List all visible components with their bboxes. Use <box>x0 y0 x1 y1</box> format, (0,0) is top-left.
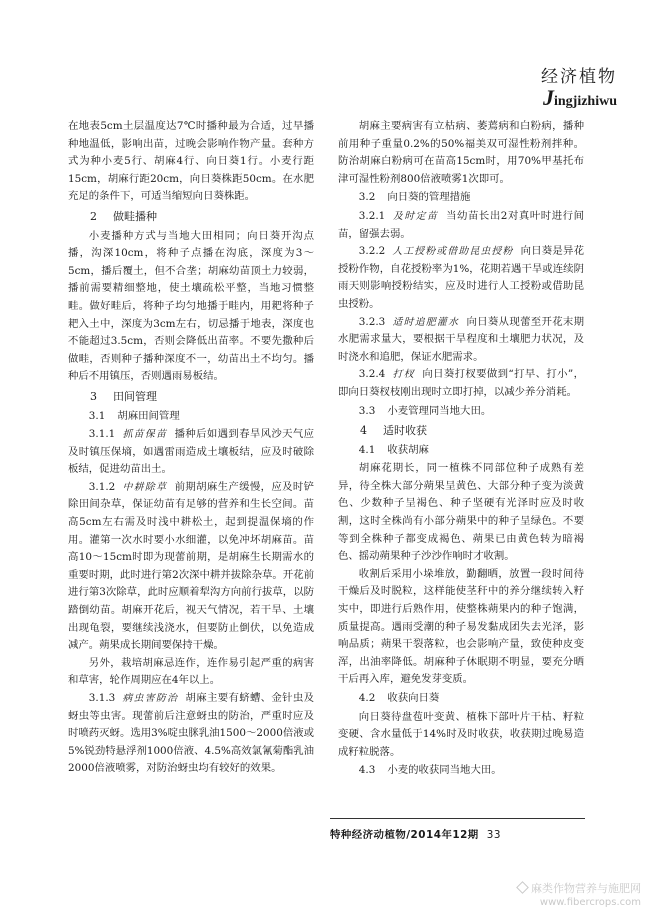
section-title: 适时收获 <box>383 424 427 438</box>
subsection-title: 收获向日葵 <box>387 692 440 704</box>
sub-title: 病虫害防治 <box>122 693 179 704</box>
subsection-title: 小麦管理同当地大田。 <box>387 404 492 417</box>
sub-title: 适时追肥灌水 <box>392 316 460 328</box>
sub-number: 3.1.1 <box>88 428 116 441</box>
paragraph: 在地表5cm土层温度达7℃时播种最为合适，过早播种地温低，影响出苗，过晚会影响作物产量。套种方式为种小麦5行、胡麻4行、向日葵1行。小麦行距15cm，胡麻行距20cm，向日葵株距50cm。在水肥充足的条件下，可适当缩短向日葵株距。 <box>68 120 314 203</box>
paragraph <box>338 208 584 243</box>
footer-rule <box>330 818 585 819</box>
subsection-heading <box>338 762 584 780</box>
paragraph <box>68 426 314 479</box>
sub-number: 3.2.2 <box>358 245 386 258</box>
section-number: 3 <box>90 389 97 403</box>
sub-title: 中耕除草 <box>122 481 168 493</box>
page-footer <box>330 826 590 841</box>
left-column <box>68 118 314 778</box>
right-column <box>338 118 584 781</box>
paragraph: 胡麻花期长，同一植株不同部位种子成熟有差异，待全株大部分蒴果呈黄色、大部分种子变为淡黄色、少数种子呈褐色、种子坚硬有光泽时应及时收割，这时全株尚有小部分蒴果中的种子呈绿色。不要等到全株种子都变成褐色、蒴果已由黄色转为暗褐色、摇动蒴果种子沙沙作响时才收割。 <box>338 462 584 563</box>
pinyin-rest: ingjizhiwu <box>553 94 617 109</box>
watermark-name <box>518 882 641 896</box>
subsection-title: 收获胡麻 <box>387 443 429 456</box>
subsection-number: 3.1 <box>88 409 106 422</box>
page-number: 33 <box>486 829 501 841</box>
paragraph <box>338 243 584 313</box>
sub-number: 3.2.3 <box>358 315 386 328</box>
paragraph <box>68 479 314 655</box>
sub-text: 向日葵打杈要做到“打早、打小”，即向日葵杈枝刚出现时立即打掉，以减少养分消耗。 <box>338 368 585 398</box>
journal-citation: 特种经济动植物/2014年12期 <box>330 829 479 841</box>
paragraph: 小麦播种方式与当地大田相同；向日葵开沟点播，沟深10cm，将种子点播在沟底，深度为3～5cm，播后覆土，但不合垄；胡麻幼苗顶土力较弱，播前需要精细整地，使土壤疏松平整，当地习惯整畦。做好畦后，将种子均匀地播于畦内，用耙将种子耙入土中，深度为3cm左右，切忌播于地表，深度也不能超过3.5cm，否则会降低出苗率。不要先撒种后做畦，否则种子播种深度不一，幼苗出土不均匀。播种后不用镇压，否则遇雨易板结。 <box>68 229 314 383</box>
sub-text: 向日葵是异花授粉作物，自花授粉率为1%，花期若遇干旱或连续阴雨天则影响授粉结实，应及时进行人工授粉或借助昆虫授粉。 <box>338 245 585 310</box>
sub-text: 前期胡麻生产缓慢，应及时铲除田间杂草，保证幼苗有足够的营养和生长空间。苗高5cm左右需及时浅中耕松土，起到提温保墒的作用。灌第一次水时要小水细灌，以免冲坏胡麻苗。苗高10～15cm时即为现蕾前期，是胡麻生长期需水的重要时期，此时进行第2次深中耕并拔除杂草。开花前进行第3次除草，此时应顺着犁沟方向前行拔草，以防踏倒幼苗。胡麻开花后，视天气情况，若干旱、土壤出现龟裂，要继续浅浇水，但要防止倒伏，以免造成减产。蒴果成长期间要保持干燥。 <box>68 480 315 652</box>
sub-text: 向日葵从现蕾至开花末期水肥需求量大，要根据干旱程度和土壤肥力状况，及时浇水和追肥，保证水肥需求。 <box>338 315 585 363</box>
section-title-cn: 经济植物 <box>541 67 617 87</box>
subsection-title: 胡麻田间管理 <box>117 409 180 422</box>
subsection-number: 4.3 <box>358 764 376 777</box>
subsection-heading <box>338 442 584 460</box>
paragraph: 向日葵待盘苞叶变黄、植株下部叶片干枯、籽粒变硬、含水量低于14%时及时收获，收获期过晚易造成籽粒脱落。 <box>338 710 584 758</box>
section-heading <box>68 388 314 406</box>
section-number: 4 <box>360 424 367 438</box>
site-watermark <box>518 882 641 910</box>
subsection-heading <box>338 189 584 207</box>
subsection-number: 4.1 <box>358 443 376 456</box>
section-title-pinyin <box>541 85 617 111</box>
paragraph <box>338 366 584 401</box>
sub-text: 播种后如遇到春旱风沙天气应及时镇压保墒，如遇雷雨造成土壤板结，应及时破除板结，促进幼苗出土。 <box>68 428 315 476</box>
sub-title: 打杈 <box>392 369 415 381</box>
subsection-number: 4.2 <box>358 692 376 704</box>
paragraph: 另外，栽培胡麻忌连作，连作易引起严重的病害和草害，轮作周期应在4年以上。 <box>68 656 314 687</box>
sub-number: 3.1.3 <box>88 692 116 704</box>
subsection-title: 向日葵的管理措施 <box>387 191 471 204</box>
watermark-url: www.fibercrops.com <box>539 897 641 908</box>
pinyin-initial: J <box>542 85 554 110</box>
subsection-heading <box>68 408 314 426</box>
sub-number: 3.2.4 <box>358 368 386 381</box>
paragraph: 收割后采用小垛堆放，勤翻晒，放置一段时间待干燥后及时脱粒，这样能使茎秆中的养分继续转入籽实中，即进行后熟作用，使整株蒴果内的种子饱满，质量提高。遇雨受潮的种子易发黏成团失去光泽，影响品质；蒴果干裂落粒，也会影响产量，致使种皮变浑，出油率降低。胡麻种子休眠期不明显，要充分晒干后再入库，避免发芽变质。 <box>338 567 584 686</box>
subsection-heading <box>338 403 584 421</box>
paragraph <box>338 314 584 367</box>
section-title: 田间管理 <box>113 389 157 403</box>
paragraph <box>68 690 314 778</box>
diamond-icon <box>516 881 529 894</box>
sub-number: 3.1.2 <box>88 480 116 493</box>
paragraph: 胡麻主要病害有立枯病、萎蔫病和白粉病，播种前用种子重量0.2%的50%福美双可湿性粉剂拌种。防治胡麻白粉病可在苗高15cm时，用70%甲基托布津可湿性粉剂800倍液喷雾1次即可。 <box>338 120 584 185</box>
subsection-number: 3.2 <box>358 191 376 204</box>
sub-title: 及时定苗 <box>392 210 439 222</box>
subsection-heading <box>338 690 584 708</box>
subsection-title: 小麦的收获同当地大田。 <box>387 764 502 777</box>
section-title: 做畦播种 <box>113 209 157 223</box>
section-heading <box>338 422 584 440</box>
section-number: 2 <box>90 209 97 223</box>
section-heading <box>68 208 314 226</box>
subsection-number: 3.3 <box>358 404 376 417</box>
journal-section-header <box>541 62 617 111</box>
sub-text: 当幼苗长出2对真叶时进行间苗，留强去弱。 <box>338 209 585 240</box>
watermark-text: 麻类作物营养与施肥网 <box>531 882 641 895</box>
sub-title: 抓苗保苗 <box>122 429 168 441</box>
sub-text: 胡麻主要有蛴螬、金针虫及蚜虫等虫害。现蕾前后注意蚜虫的防治，严重时应及时喷药灭蚜。选用3%啶虫脒乳油1500～2000倍液或5%锐劲特悬浮剂1000倍液、4.5%高效氯氰菊酯乳油2000倍液喷雾，对防治蚜虫均有较好的效果。 <box>68 692 315 775</box>
sub-title: 人工授粉或借助昆虫授粉 <box>392 246 514 258</box>
sub-number: 3.2.1 <box>358 209 386 222</box>
